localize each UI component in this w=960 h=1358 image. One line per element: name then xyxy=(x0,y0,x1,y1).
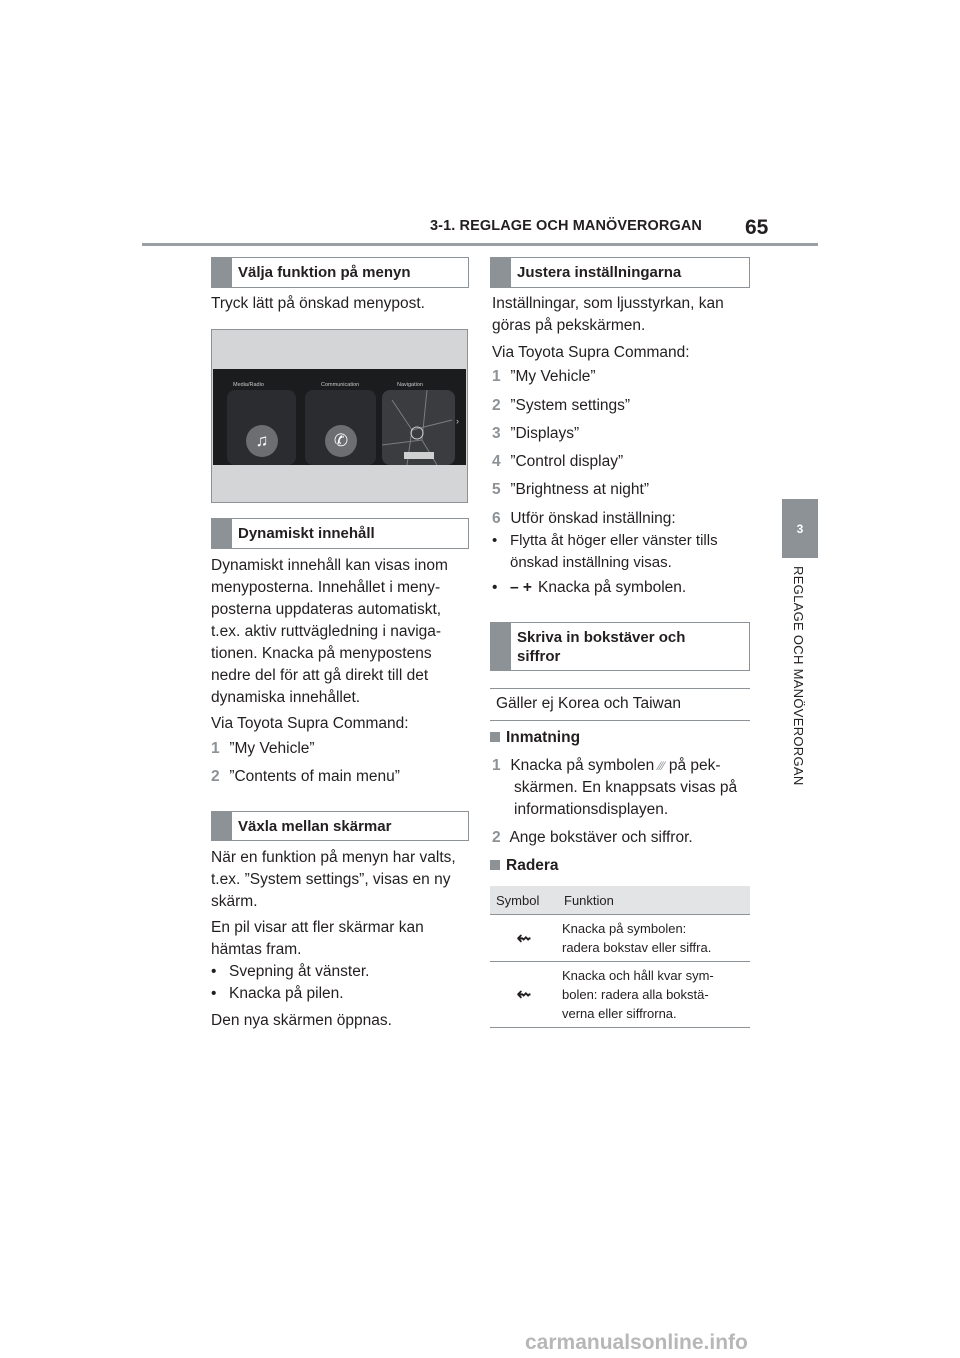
menu-screenshot xyxy=(211,329,468,503)
tile-media xyxy=(227,390,296,465)
bullet-item: • Flytta åt höger eller vänster tills xyxy=(492,532,718,549)
square-bullet-icon xyxy=(490,860,500,870)
backspace-icon: ⇜ xyxy=(490,915,558,962)
step-1: 1 Knacka på symbolen ⁄⁄⁄ på pek- xyxy=(492,757,721,774)
bullet-item: • – + Knacka på symbolen. xyxy=(492,579,687,596)
tile-label-media: Media/Radio xyxy=(233,382,264,388)
tile-label-communication: Communication xyxy=(321,382,360,388)
paragraph-line: Dynamiskt innehåll kan visas inom xyxy=(211,557,448,574)
step-2: 2 ”System settings” xyxy=(492,397,631,414)
symbol-table xyxy=(490,886,750,1028)
heading-bar xyxy=(212,258,232,287)
display-screen xyxy=(213,369,466,465)
section-heading-dynamic: Dynamiskt innehåll xyxy=(211,518,469,549)
tile-navigation xyxy=(382,390,455,465)
step-1-cont: skärmen. En knappsats visas på xyxy=(514,779,738,796)
table-header-symbol: Symbol xyxy=(490,886,558,915)
bullet-item-cont: önskad inställning visas. xyxy=(510,554,672,571)
page-number: 65 xyxy=(745,216,769,239)
paragraph-line: göras på pekskärmen. xyxy=(492,317,646,334)
section-heading-screens: Växla mellan skärmar xyxy=(211,811,469,841)
paragraph-line: dynamiska innehållet. xyxy=(211,689,361,706)
paragraph-line: tionen. Knacka på menypostens xyxy=(211,645,432,662)
bullet-item: • Knacka på pilen. xyxy=(211,985,344,1002)
step-1: 1 ”My Vehicle” xyxy=(492,368,596,385)
paragraph-line: t.ex. ”System settings”, visas en ny xyxy=(211,871,451,888)
paragraph-line: nedre del för att gå direkt till det xyxy=(211,667,429,684)
paragraph-line: posterna uppdateras automatiskt, xyxy=(211,601,442,618)
paragraph-line: skärm. xyxy=(211,893,258,910)
chevron-right-icon: › xyxy=(456,416,459,426)
heading-bar xyxy=(491,623,511,670)
chapter-tab: 3 xyxy=(782,499,818,558)
step-4: 4 ”Control display” xyxy=(492,453,624,470)
keyboard-symbol-icon: ⁄⁄⁄ xyxy=(658,759,665,773)
step-6: 6 Utför önskad inställning: xyxy=(492,510,676,527)
heading-bar xyxy=(212,812,232,840)
chapter-header-title: 3-1. REGLAGE OCH MANÖVERORGAN xyxy=(430,218,702,234)
table-row: ⇜ Knacka på symbolen: radera bokstav eller siffra. xyxy=(490,915,750,962)
table-header-row xyxy=(490,886,750,915)
minus-plus-icon: – + xyxy=(510,579,532,596)
step-1: 1 ”My Vehicle” xyxy=(211,740,315,757)
paragraph: Via Toyota Supra Command: xyxy=(211,715,409,732)
step-1-cont: informationsdisplayen. xyxy=(514,801,669,818)
music-note-icon: ♫ xyxy=(246,425,278,457)
chapter-side-label: REGLAGE OCH MANÖVERORGAN xyxy=(791,566,806,786)
square-bullet-icon xyxy=(490,732,500,742)
table-row: ⇜ Knacka och håll kvar sym- bolen: radera alla bokstä- verna eller siffrorna. xyxy=(490,962,750,1028)
step-3: 3 ”Displays” xyxy=(492,425,580,442)
heading-bar xyxy=(212,519,232,548)
tile-label-navigation: Navigation xyxy=(397,382,423,388)
section-heading-input: Skriva in bokstäver och siffror xyxy=(490,622,750,671)
heading-bar xyxy=(491,258,511,287)
table-header-function: Funktion xyxy=(558,886,750,915)
paragraph: Via Toyota Supra Command: xyxy=(492,344,690,361)
paragraph: Tryck lätt på önskad menypost. xyxy=(211,295,425,312)
paragraph: Den nya skärmen öppnas. xyxy=(211,1012,392,1029)
subheading-radera: Radera xyxy=(490,855,559,877)
bullet-item: • Svepning åt vänster. xyxy=(211,963,370,980)
paragraph-line: menyposterna. Innehållet i meny- xyxy=(211,579,441,596)
backspace-icon: ⇜ xyxy=(490,962,558,1028)
step-2: 2 Ange bokstäver och siffror. xyxy=(492,829,693,846)
tile-communication xyxy=(305,390,376,465)
paragraph-line: t.ex. aktiv ruttvägledning i naviga- xyxy=(211,623,442,640)
header-divider xyxy=(142,243,818,246)
map-icon xyxy=(382,390,455,465)
paragraph-line: Inställningar, som ljusstyrkan, kan xyxy=(492,295,724,312)
section-heading-settings: Justera inställningarna xyxy=(490,257,750,288)
subheading-inmatning: Inmatning xyxy=(490,727,580,749)
paragraph-line: hämtas fram. xyxy=(211,941,302,958)
paragraph-line: När en funktion på menyn har valts, xyxy=(211,849,456,866)
paragraph-line: En pil visar att fler skärmar kan xyxy=(211,919,424,936)
step-2: 2 ”Contents of main menu” xyxy=(211,768,400,785)
phone-icon: ✆ xyxy=(325,425,357,457)
step-5: 5 ”Brightness at night” xyxy=(492,481,650,498)
note-box: Gäller ej Korea och Taiwan xyxy=(490,688,750,721)
section-heading-menu: Välja funktion på menyn xyxy=(211,257,469,288)
watermark: carmanualsonline.info xyxy=(525,1331,748,1354)
